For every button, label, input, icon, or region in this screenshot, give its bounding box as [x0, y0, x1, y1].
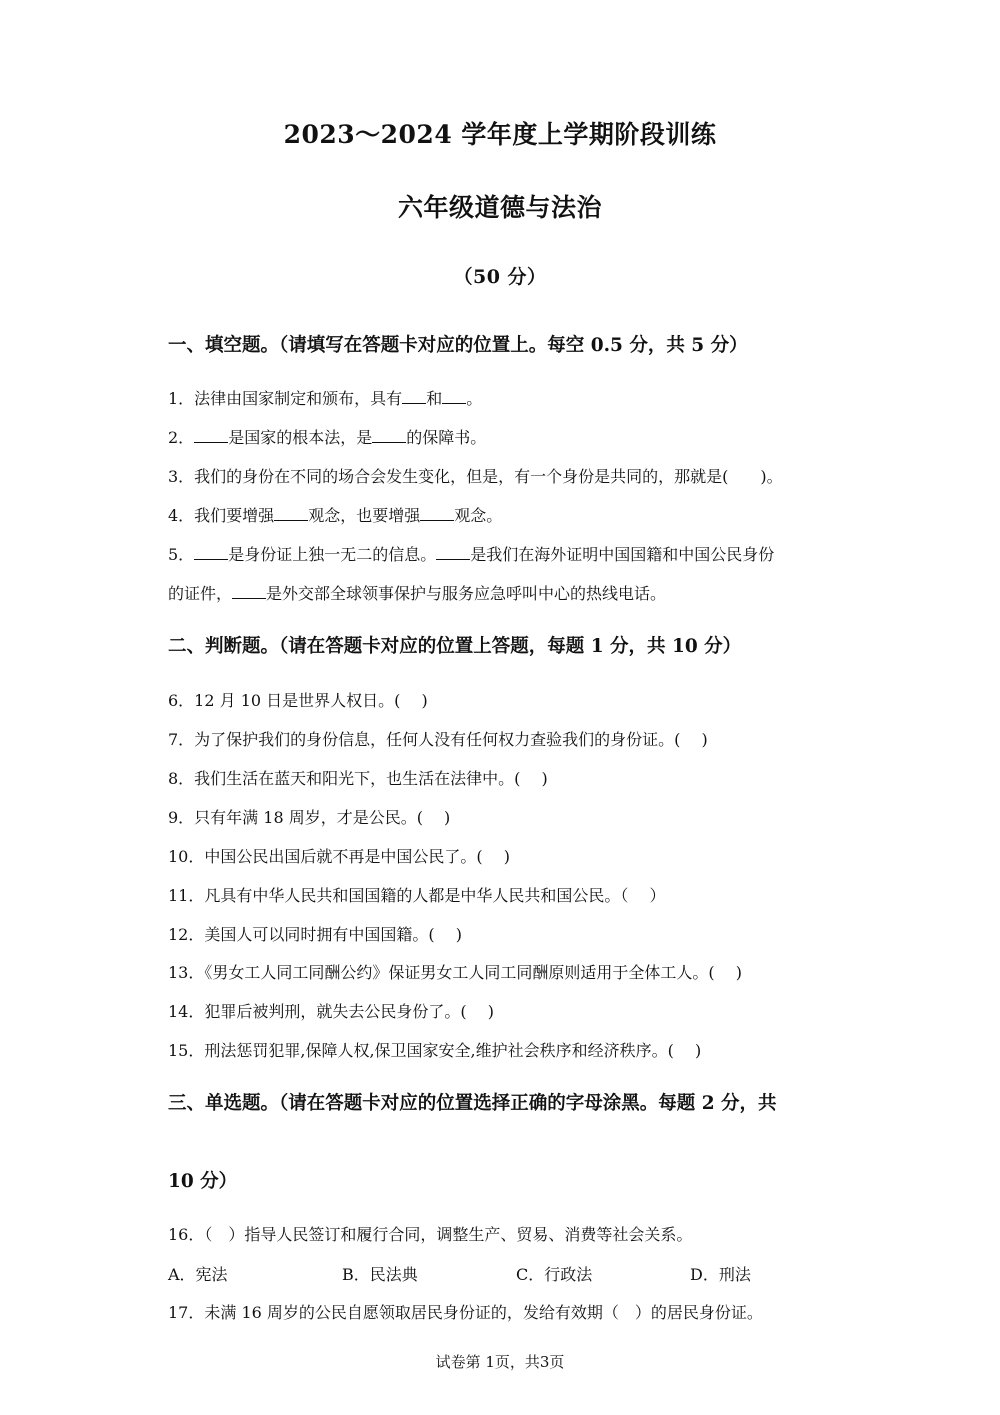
- question-5-line-2: [168, 581, 858, 604]
- answer-blank: [194, 428, 228, 443]
- question-16-option-a: A．宪法: [168, 1265, 228, 1284]
- question-5-text-c: 是我们在海外证明中国国籍和中国公民身份: [470, 545, 775, 564]
- question-5-line-1: [168, 542, 858, 565]
- question-15: 15．刑法惩罚犯罪,保障人权,保卫国家安全,维护社会秩序和经济秩序。( ): [168, 1041, 702, 1060]
- question-16-option-c: C．行政法: [516, 1265, 593, 1284]
- section-fill-in-heading: 一、填空题。（请填写在答题卡对应的位置上。每空 0.5 分，共 5 分）: [168, 335, 748, 356]
- answer-blank: [274, 506, 308, 521]
- question-1-text-b: 和: [426, 389, 443, 408]
- question-8: 8．我们生活在蓝天和阳光下，也生活在法律中。( ): [168, 769, 548, 788]
- question-16: 16．（ ）指导人民签订和履行合同，调整生产、贸易、消费等社会关系。: [168, 1225, 693, 1244]
- question-11: 11．凡具有中华人民共和国国籍的人都是中华人民共和国公民。（ ）: [168, 886, 666, 905]
- question-2-text-a: 2．: [168, 428, 195, 447]
- question-2-text-c: 的保障书。: [406, 428, 487, 447]
- exam-subject: 六年级道德与法治: [397, 193, 602, 222]
- question-17: 17．未满 16 周岁的公民自愿领取居民身份证的，发给有效期（ ）的居民身份证。: [168, 1303, 763, 1322]
- question-16-option-d: D．刑法: [690, 1265, 751, 1284]
- question-1: [168, 386, 858, 409]
- answer-blank: [372, 428, 406, 443]
- question-5-text-b: 是身份证上独一无二的信息。: [228, 545, 437, 564]
- question-5-text-e: 是外交部全球领事保护与服务应急呼叫中心的热线电话。: [266, 584, 667, 603]
- page-footer: 试卷第 1页，共3页: [435, 1353, 565, 1371]
- question-4-text-b: 观念，也要增强: [308, 506, 421, 525]
- question-13: 13．《男女工人同工同酬公约》保证男女工人同工同酬原则适用于全体工人。( ): [168, 963, 742, 982]
- answer-blank: [194, 545, 228, 560]
- question-5-text-d: 的证件，: [168, 584, 233, 603]
- section-single-choice-heading: 三、单选题。（请在答题卡对应的位置选择正确的字母涂黑。每题 2 分，共: [168, 1093, 777, 1114]
- answer-blank: [436, 545, 470, 560]
- answer-blank: [232, 584, 266, 599]
- question-7: 7．为了保护我们的身份信息，任何人没有任何权力查验我们的身份证。( ): [168, 730, 708, 749]
- question-10: 10．中国公民出国后就不再是中国公民了。( ): [168, 847, 510, 866]
- answer-blank: [402, 389, 426, 404]
- answer-blank: [442, 389, 466, 404]
- section-single-choice-heading-cont: 10 分）: [168, 1171, 238, 1192]
- question-6: 6．12 月 10 日是世界人权日。( ): [168, 691, 428, 710]
- question-4: [168, 503, 858, 526]
- section-true-false-heading: 二、判断题。（请在答题卡对应的位置上答题，每题 1 分，共 10 分）: [168, 636, 742, 657]
- question-14: 14．犯罪后被判刑，就失去公民身份了。( ): [168, 1002, 494, 1021]
- exam-title: 2023～2024 学年度上学期阶段训练: [283, 120, 717, 149]
- question-2: [168, 425, 858, 448]
- question-12: 12．美国人可以同时拥有中国国籍。( ): [168, 925, 462, 944]
- question-4-text-c: 观念。: [454, 506, 503, 525]
- question-5-text-a: 5．: [168, 545, 195, 564]
- question-3: 3．我们的身份在不同的场合会发生变化，但是，有一个身份是共同的，那就是( )。: [168, 467, 783, 486]
- question-1-text-a: 1．法律由国家制定和颁布，具有: [168, 389, 403, 408]
- answer-blank: [420, 506, 454, 521]
- exam-total-score: （50 分）: [453, 266, 547, 288]
- question-4-text-a: 4．我们要增强: [168, 506, 275, 525]
- question-2-text-b: 是国家的根本法，是: [228, 428, 373, 447]
- question-16-option-b: B．民法典: [342, 1265, 418, 1284]
- question-9: 9．只有年满 18 周岁，才是公民。( ): [168, 808, 451, 827]
- question-1-text-c: 。: [466, 389, 483, 408]
